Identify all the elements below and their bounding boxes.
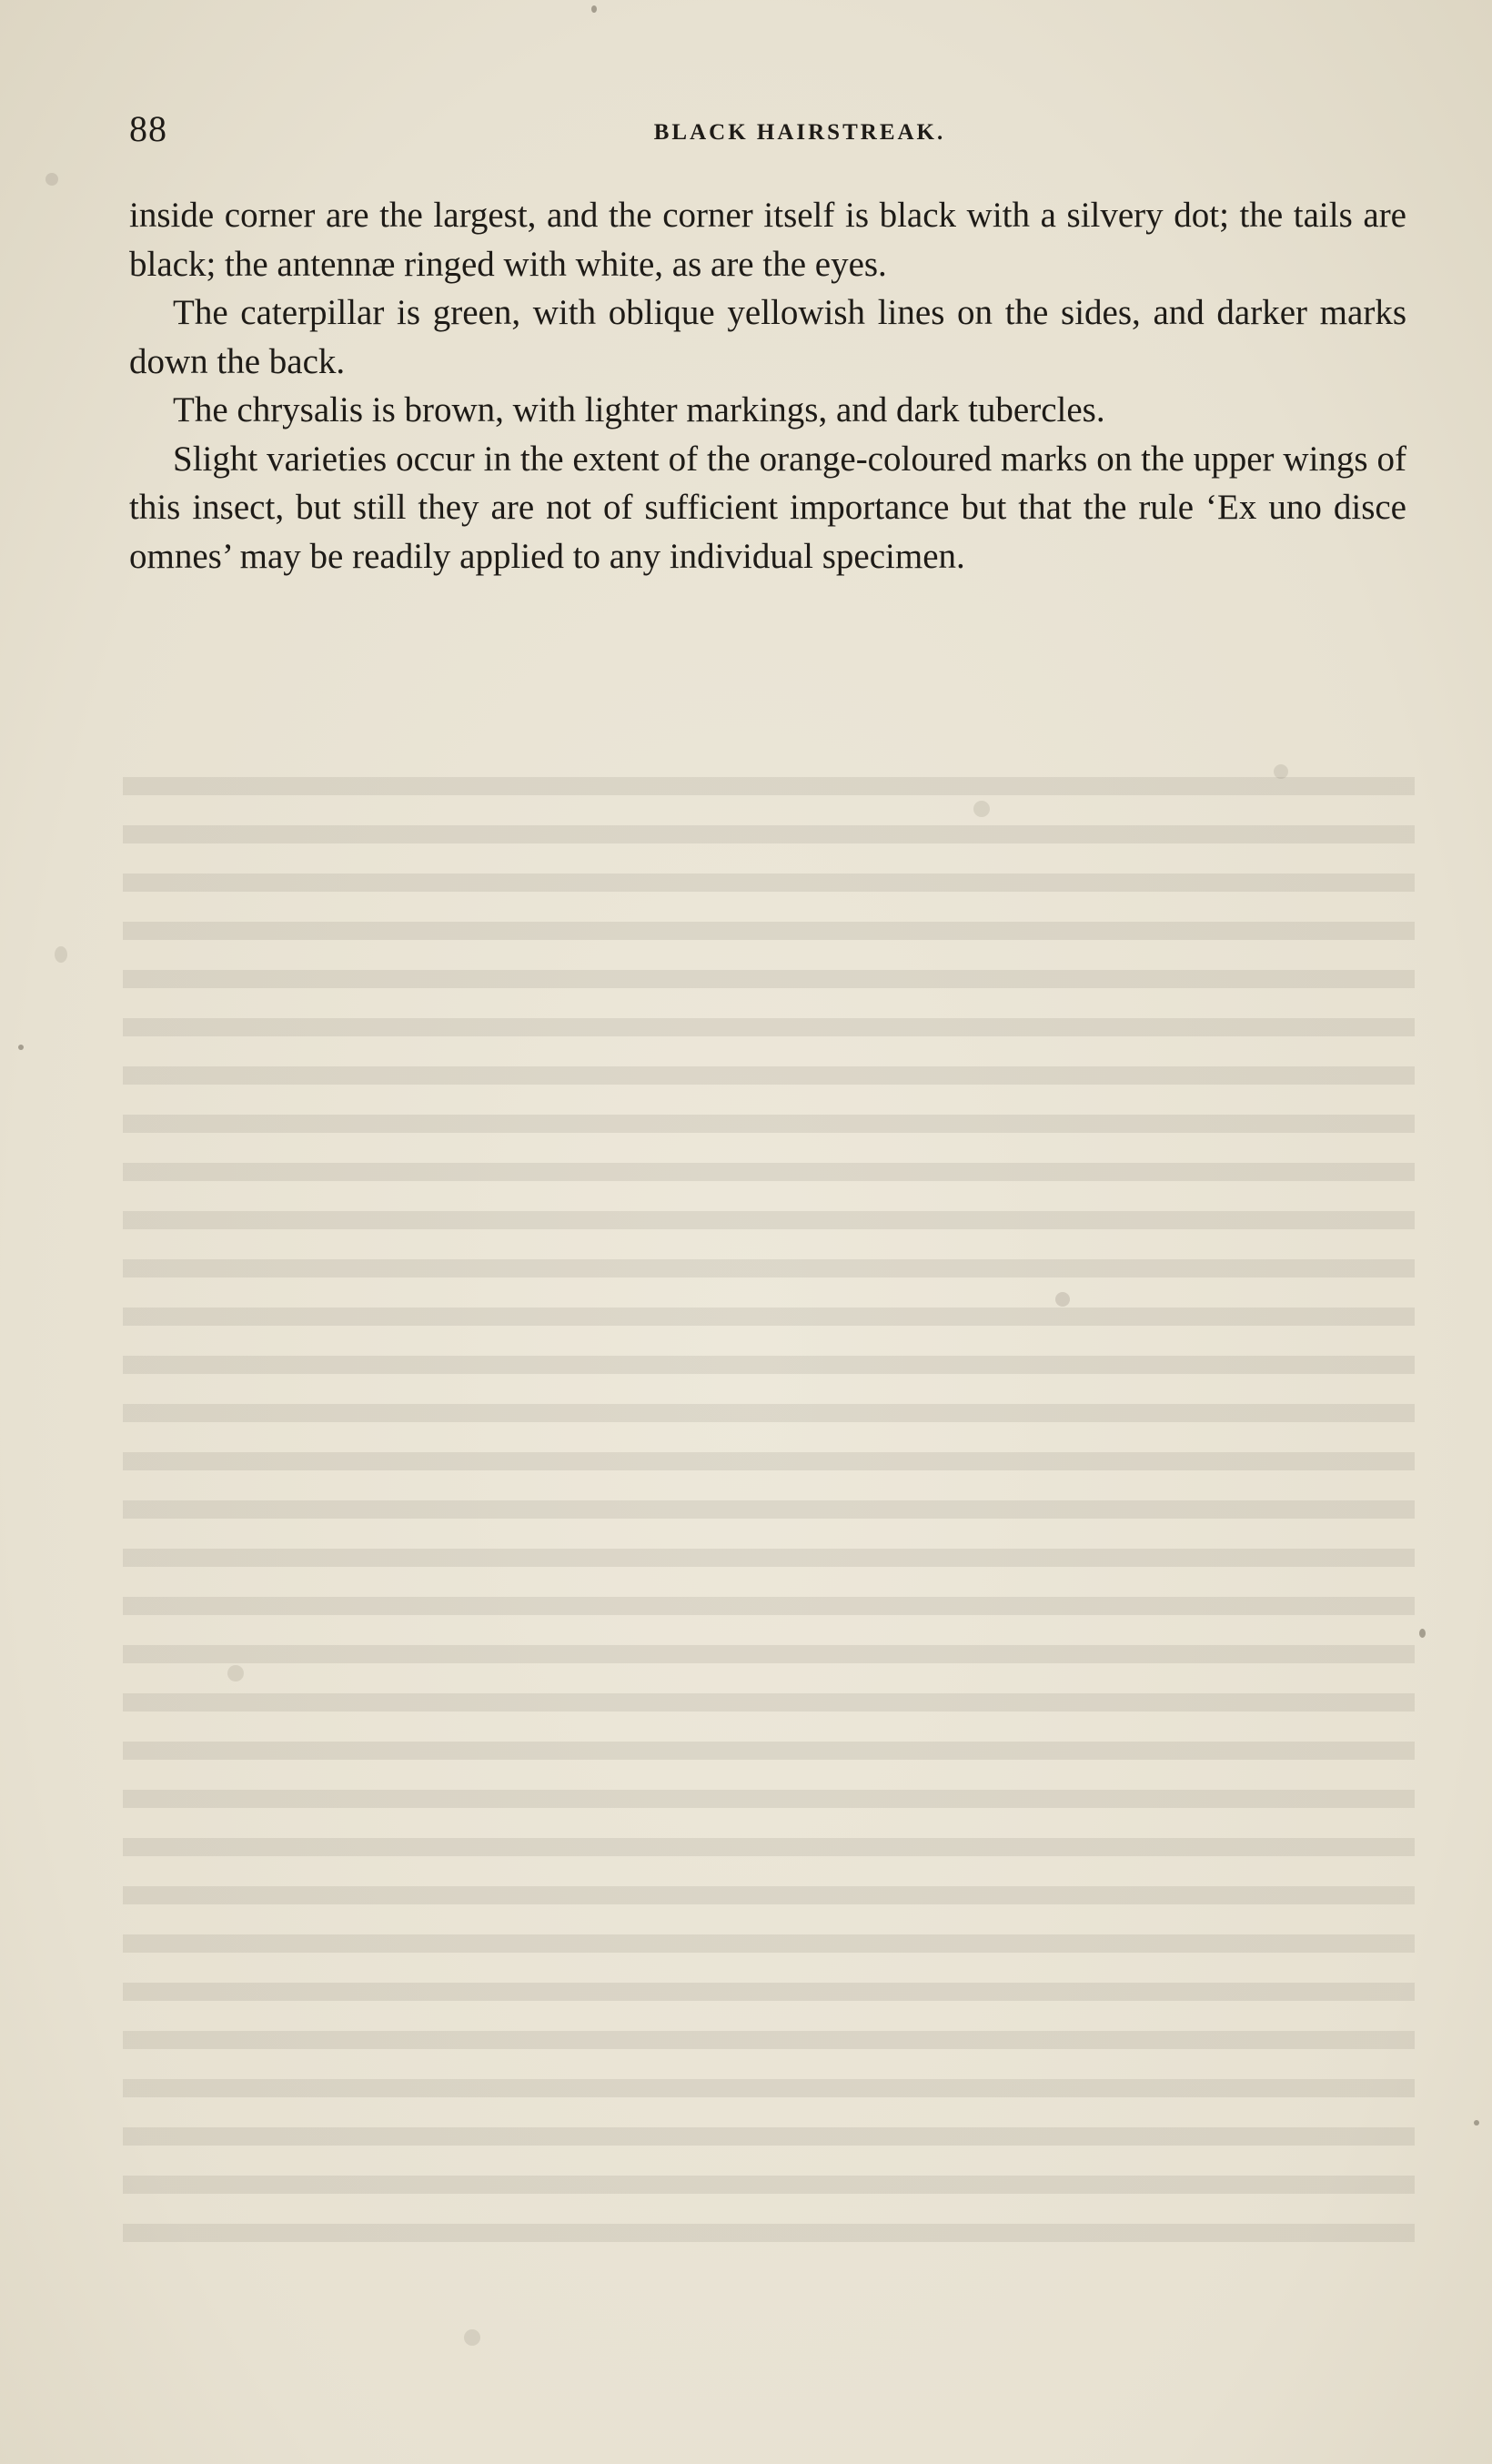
body-text	[129, 191, 1406, 581]
paper-speck	[45, 173, 58, 186]
paper-speck	[591, 5, 597, 13]
paper-speck	[1419, 1629, 1426, 1638]
running-head: BLACK HAIRSTREAK.	[653, 120, 946, 145]
paragraph-varieties: Slight varieties occur in the extent of the orange-coloured marks on the upper wings of this insect, but still they are not of sufficient importance but that the rule ‘Ex uno disce omnes’ may be readily applied to any individual specimen.	[129, 439, 1406, 576]
paragraph-caterpillar: The caterpillar is green, with oblique yellowish lines on the sides, and darker marks down the back.	[129, 293, 1406, 381]
paragraph-continued: inside corner are the largest, and the corner itself is black with a silvery dot; the tails are black; the antennæ ringed with white, as are the eyes.	[129, 196, 1406, 284]
paper-speck	[1474, 2120, 1479, 2126]
page-number: 88	[129, 108, 167, 149]
paper-speck	[55, 946, 67, 963]
paper-speck	[1055, 1292, 1070, 1307]
paper-speck	[1274, 764, 1288, 779]
paper-speck	[18, 1045, 24, 1050]
bleed-through-text	[123, 764, 1415, 2257]
paragraph-chrysalis: The chrysalis is brown, with lighter markings, and dark tubercles.	[173, 390, 1105, 429]
paper-speck	[973, 801, 990, 817]
paper-speck	[464, 2329, 480, 2346]
page-header	[129, 107, 1406, 162]
bleed-through-lines	[123, 764, 1415, 2257]
paper-speck	[227, 1665, 244, 1681]
